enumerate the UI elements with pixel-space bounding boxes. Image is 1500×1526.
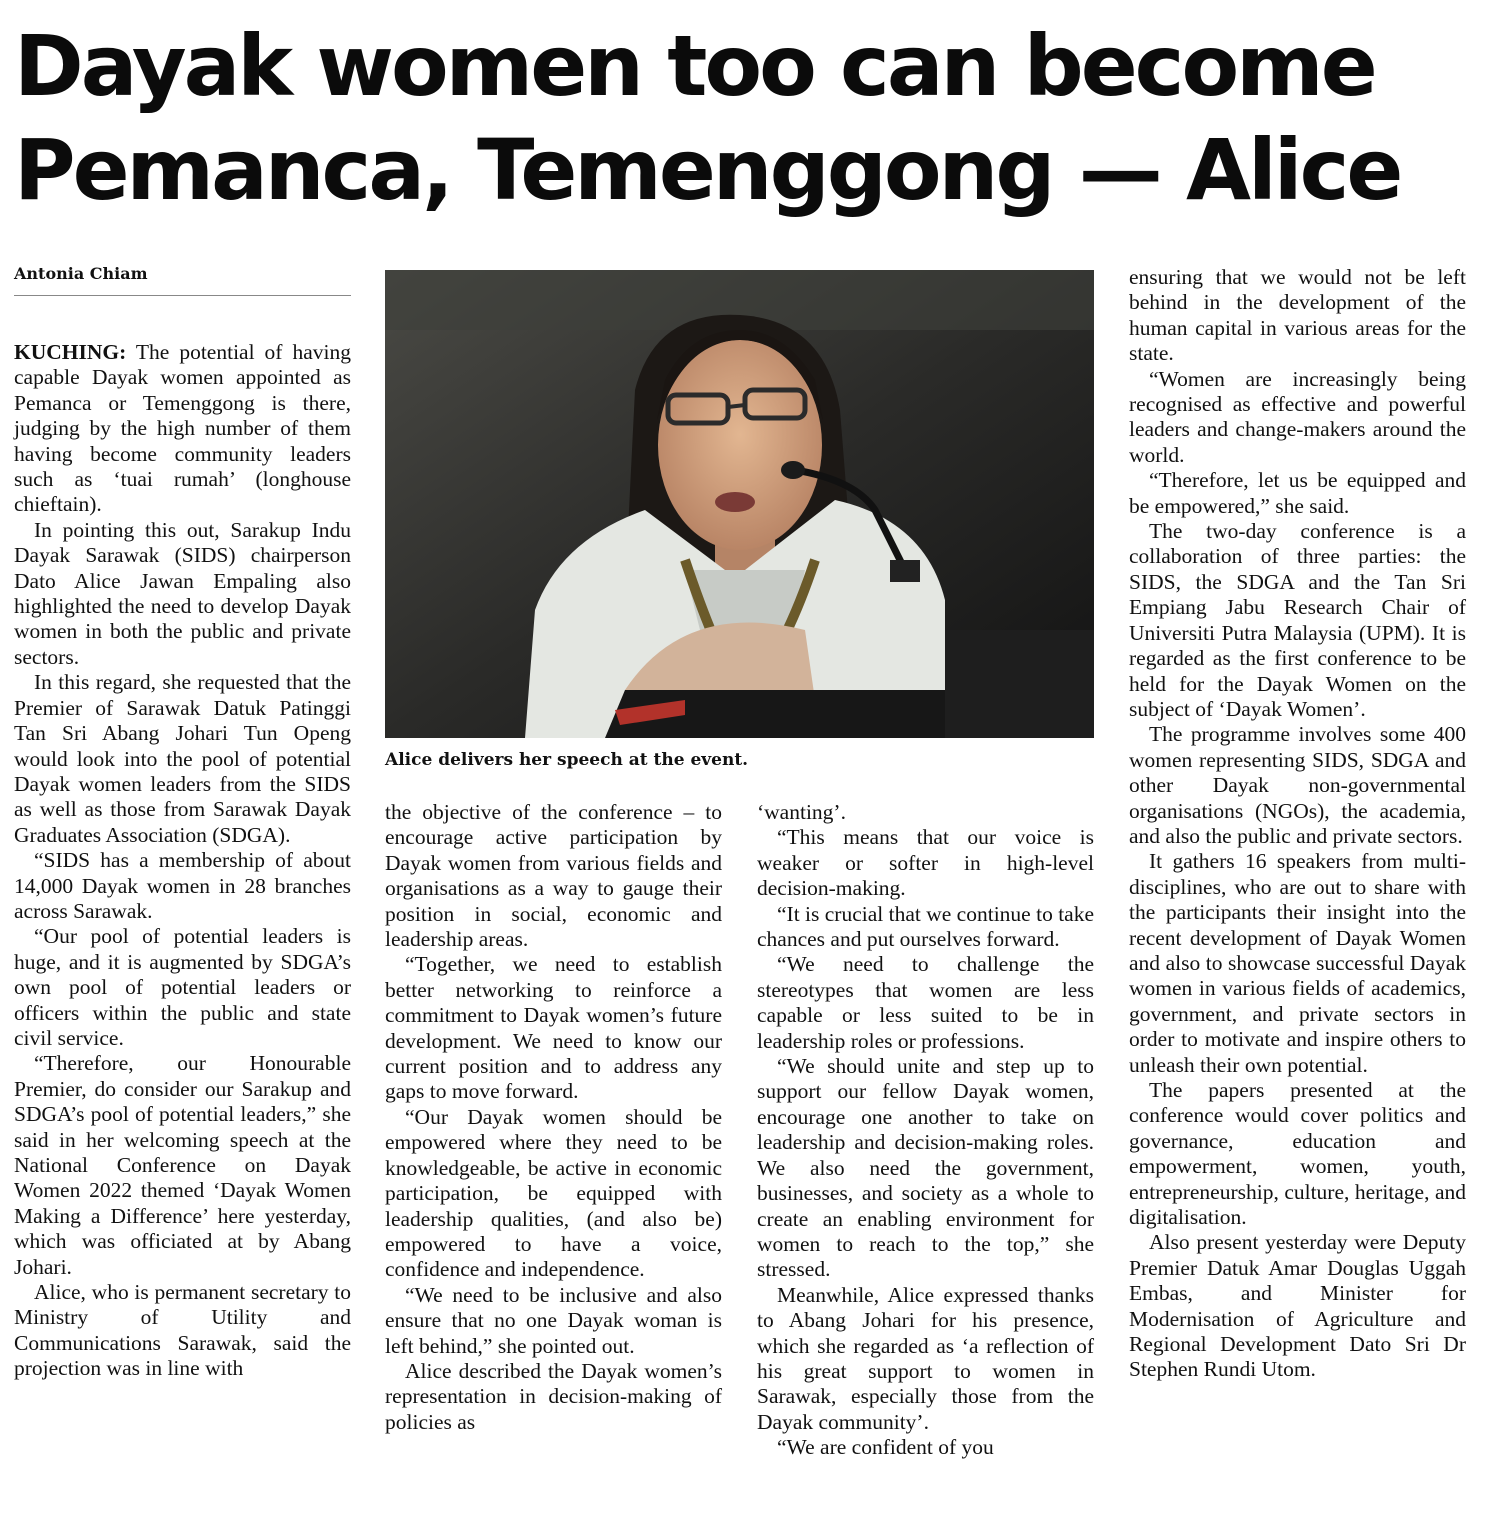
headline-line-2: Pemanca, Temenggong — Alice bbox=[14, 121, 1401, 219]
paragraph: ensuring that we would not be left behind in the development of the human capital in various areas for the state. bbox=[1129, 265, 1466, 366]
paragraph: “Our pool of potential leaders is huge, and it is augmented by SDGA’s own pool of potential leaders or officers within the public and state civil service. bbox=[14, 924, 351, 1050]
paragraph: “We should unite and step up to support our fellow Dayak women, encourage one another to take on leadership and decision-making roles. We also need the government, businesses, and society as a whole to create an enabling environment for women to reach to the top,” she stressed. bbox=[757, 1054, 1094, 1282]
paragraph: ‘wanting’. bbox=[757, 800, 846, 824]
paragraph: Meanwhile, Alice expressed thanks to Abang Johari for his presence, which she regarded as ‘a reflection of his great support to women in Sarawak, especially those from the Dayak community’. bbox=[757, 1282, 1094, 1434]
paragraph: “Therefore, our Honourable Premier, do consider our Sarakup and SDGA’s pool of potential leaders,” she said in her welcoming speech at the National Conference on Dayak Women 2022 themed ‘Dayak Women Making a Difference’ here yesterday, which was officiated at by Abang Johari. bbox=[14, 1051, 351, 1279]
paragraph: Also present yesterday were Deputy Premier Datuk Amar Douglas Uggah Embas, and Minister for Modernisation of Agriculture and Regional Development Dato Sri Dr Stephen Rundi Utom. bbox=[1129, 1230, 1466, 1382]
column-2 bbox=[385, 800, 722, 1435]
paragraph: “We are confident of you bbox=[777, 1435, 994, 1460]
headline-line-1: Dayak women too can become bbox=[14, 17, 1375, 115]
paragraph: In this regard, she requested that the Premier of Sarawak Datuk Patinggi Tan Sri Abang Johari Tun Openg would look into the pool of potential Dayak women leaders from the SIDS as well as those from Sarawak Dayak Graduates Association (SDGA). bbox=[14, 670, 351, 847]
paragraph bbox=[14, 340, 351, 518]
byline: Antonia Chiam bbox=[14, 264, 351, 296]
column-1 bbox=[14, 340, 351, 1382]
paragraph: The two-day conference is a collaboration of three parties: the SIDS, the SDGA and the Tan Sri Empiang Jabu Research Chair of Universiti Putra Malaysia (UPM). It is regarded as the first conference to be held for the Dayak Women on the subject of ‘Dayak Women’. bbox=[1129, 519, 1466, 721]
photo-caption: Alice delivers her speech at the event. bbox=[385, 750, 749, 770]
paragraph: “Together, we need to establish better networking to reinforce a commitment to Dayak women’s future development. We need to know our current position and to address any gaps to move forward. bbox=[385, 952, 722, 1104]
paragraph: “This means that our voice is weaker or softer in high-level decision-making. bbox=[757, 825, 1094, 901]
paragraph: “Our Dayak women should be empowered where they need to be knowledgeable, be active in economic participation, be equipped with leadership qualities, (and also be) empowered to have a voice, confidence and independence. bbox=[385, 1104, 722, 1282]
article-photo bbox=[385, 270, 1094, 738]
paragraph: the objective of the conference – to encourage active participation by Dayak women from various fields and organisations as a way to gauge their position in social, economic and leadership areas. bbox=[385, 800, 722, 952]
column-4 bbox=[1129, 265, 1466, 1383]
paragraph: The programme involves some 400 women representing SIDS, SDGA and other Dayak non-governmental organisations (NGOs), the academia, and also the public and private sectors. bbox=[1129, 722, 1466, 848]
paragraph-text: The potential of having capable Dayak women appointed as Pemanca or Temenggong is there, judging by the high number of them having become community leaders such as ‘tuai rumah’ (longhouse chieftain). bbox=[14, 340, 351, 517]
headline bbox=[14, 14, 1486, 222]
paragraph: The papers presented at the conference would cover politics and governance, education and empowerment, women, youth, entrepreneurship, culture, heritage, and digitalisation. bbox=[1129, 1078, 1466, 1230]
dateline: KUCHING: bbox=[14, 340, 127, 364]
paragraph: “Therefore, let us be equipped and be empowered,” she said. bbox=[1129, 468, 1466, 518]
paragraph: “We need to be inclusive and also ensure that no one Dayak woman is left behind,” she pointed out. bbox=[385, 1282, 722, 1358]
paragraph: “Women are increasingly being recognised as effective and powerful leaders and change-makers around the world. bbox=[1129, 366, 1466, 467]
paragraph: “SIDS has a membership of about 14,000 Dayak women in 28 branches across Sarawak. bbox=[14, 848, 351, 923]
paragraph: “It is crucial that we continue to take chances and put ourselves forward. bbox=[757, 901, 1094, 952]
column-3 bbox=[757, 800, 1094, 1461]
paragraph: “We need to challenge the stereotypes that women are less capable or less suited to be in leadership roles or professions. bbox=[757, 952, 1094, 1053]
paragraph: Alice, who is permanent secretary to Ministry of Utility and Communications Sarawak, said the projection was in line with bbox=[14, 1280, 351, 1381]
paragraph: Alice described the Dayak women’s representation in decision-making of policies as bbox=[385, 1358, 722, 1434]
paragraph: In pointing this out, Sarakup Indu Dayak Sarawak (SIDS) chairperson Dato Alice Jawan Empaling also highlighted the need to develop Dayak women in both the public and private sectors. bbox=[14, 517, 351, 669]
paragraph: It gathers 16 speakers from multi-disciplines, who are out to share with the participants their insight into the recent development of Dayak Women and also to showcase successful Dayak women in various fields of academics, government, and private sectors in order to motivate and inspire others to unleash their own potential. bbox=[1129, 849, 1466, 1077]
